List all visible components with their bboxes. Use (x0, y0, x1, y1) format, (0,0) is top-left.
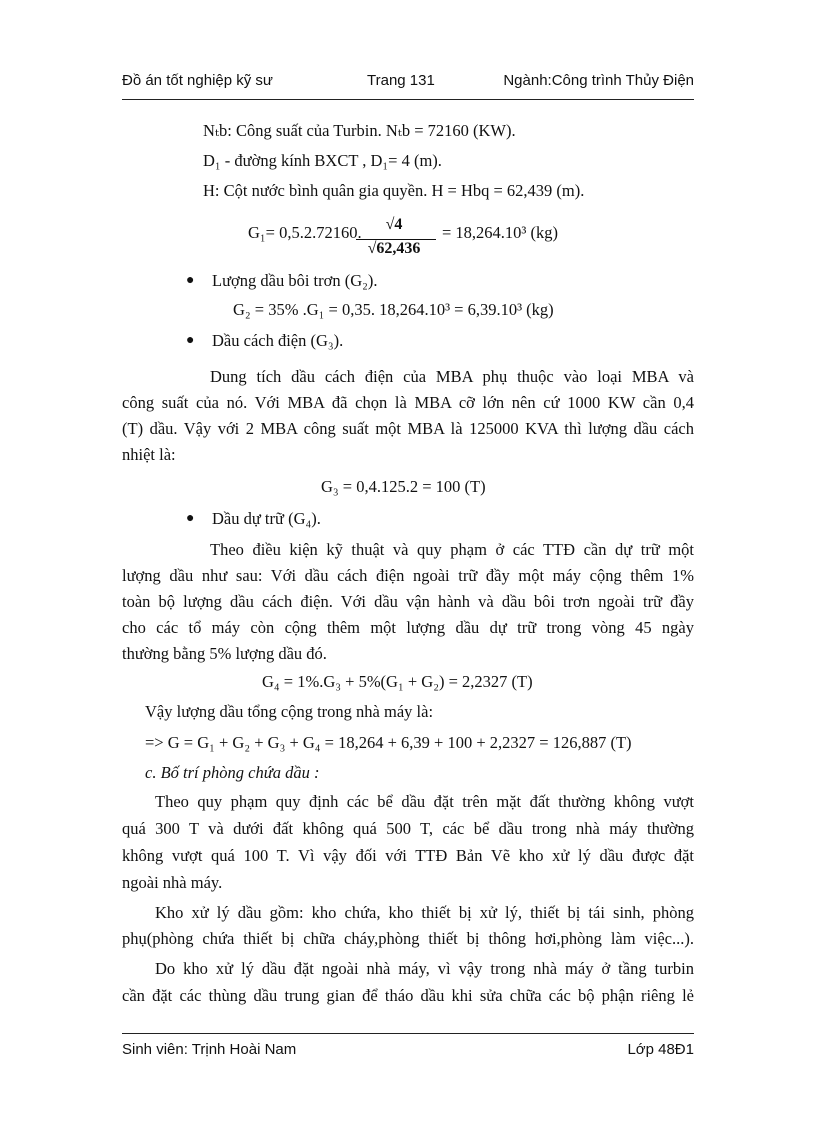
paragraph-line: lượng dầu như sau: Với dầu cách điện ngoài trữ đầy một máy cộng thêm 1% (122, 566, 694, 585)
paragraph-line: ngoài nhà máy. (122, 873, 223, 892)
paragraph-line: nhiệt là: (122, 445, 176, 464)
paragraph-line: không vượt quá 100 T. Vì vậy đối với TTĐ Bản Vẽ kho xử lý dầu được đặt (122, 846, 694, 865)
paragraph-line: Theo quy phạm quy định các bể dầu đặt trên mặt đất thường không vượt (155, 792, 694, 811)
bullet-item: Lượng dầu bôi trơn (G₂). (212, 271, 378, 290)
text-line: D₁ - đường kính BXCT , D₁= 4 (m). (203, 151, 442, 170)
header-rule (122, 99, 694, 100)
bullet-icon: ● (186, 273, 195, 288)
paragraph-line: Dung tích dầu cách điện của MBA phụ thuộc vào loại MBA và (210, 367, 694, 386)
paragraph-line: Theo điều kiện kỹ thuật và quy phạm ở các TTĐ cần dự trữ một (210, 540, 694, 559)
paragraph-line: Kho xử lý dầu gồm: kho chứa, kho thiết bị xử lý, thiết bị tái sinh, phòng (155, 903, 694, 922)
text-line: Nₜb: Công suất của Turbin. Nₜb = 72160 (KW). (203, 121, 516, 140)
paragraph-line: toàn bộ lượng dầu cách điện. Với dầu vận hành và dầu bôi trơn ngoài trữ đầy (122, 592, 694, 611)
paragraph-line: công suất của nó. Với MBA đã chọn là MBA cỡ lớn nên cứ 1000 KW cần 0,4 (122, 393, 694, 412)
footer-left: Sinh viên: Trịnh Hoài Nam (122, 1041, 297, 1058)
paragraph-line: quá 300 T và dưới đất không quá 500 T, các bể dầu trong nhà máy thường (122, 819, 694, 838)
fraction-numerator: √4 (385, 216, 403, 233)
footer-rule (122, 1033, 694, 1034)
paragraph-line: phụ(phòng chứa thiết bị chữa cháy,phòng thiết bị thông hơi,phòng làm việc...). (122, 929, 694, 948)
fraction-denominator: √62,436 (367, 240, 421, 257)
paragraph-line: cần đặt các thùng dầu trung gian để tháo dầu khi sửa chữa các bộ phận riêng lẻ (122, 986, 694, 1005)
text-line: H: Cột nước bình quân gia quyền. H = Hbq = 62,439 (m). (203, 181, 585, 200)
bullet-icon: ● (186, 333, 195, 348)
bullet-icon: ● (186, 511, 195, 526)
header-left: Đồ án tốt nghiệp kỹ sư (122, 72, 273, 89)
text-line: Vậy lượng dầu tổng cộng trong nhà máy là: (145, 702, 434, 721)
paragraph-line: cho các tổ máy còn cộng thêm một lượng dầu dự trữ trong vòng 45 ngày (122, 618, 694, 637)
page-header (122, 72, 694, 96)
paragraph-line: Do kho xử lý dầu đặt ngoài nhà máy, vì vậy trong nhà máy ở tầng turbin (155, 959, 694, 978)
bullet-item: Dầu dự trữ (G₄). (212, 509, 321, 528)
equation-g4: G₄ = 1%.G₃ + 5%(G₁ + G₂) = 2,2327 (T) (262, 672, 533, 691)
header-page-number: Trang 131 (367, 72, 435, 89)
header-right: Ngành:Công trình Thủy Điện (503, 72, 694, 89)
equation-g3: G₃ = 0,4.125.2 = 100 (T) (321, 477, 486, 496)
bullet-item: Dầu cách điện (G₃). (212, 331, 344, 350)
footer-right: Lớp 48Đ1 (627, 1041, 694, 1058)
equation-total: => G = G₁ + G₂ + G₃ + G₄ = 18,264 + 6,39 + 100 + 2,2327 = 126,887 (T) (145, 733, 632, 752)
section-heading: c. Bố trí phòng chứa dầu : (145, 763, 320, 782)
paragraph-line: thường bằng 5% lượng dầu đó. (122, 644, 327, 663)
paragraph-line: (T) dầu. Vậy với 2 MBA công suất một MBA là 125000 KVA thì lượng dầu cách (122, 419, 694, 438)
equation-g1-left: G₁= 0,5.2.72160. (248, 223, 362, 242)
equation-g1-right: = 18,264.10³ (kg) (442, 223, 558, 242)
equation-g1-fraction (352, 216, 436, 262)
equation-g2: G₂ = 35% .G₁ = 0,35. 18,264.10³ = 6,39.10³ (kg) (233, 300, 554, 319)
